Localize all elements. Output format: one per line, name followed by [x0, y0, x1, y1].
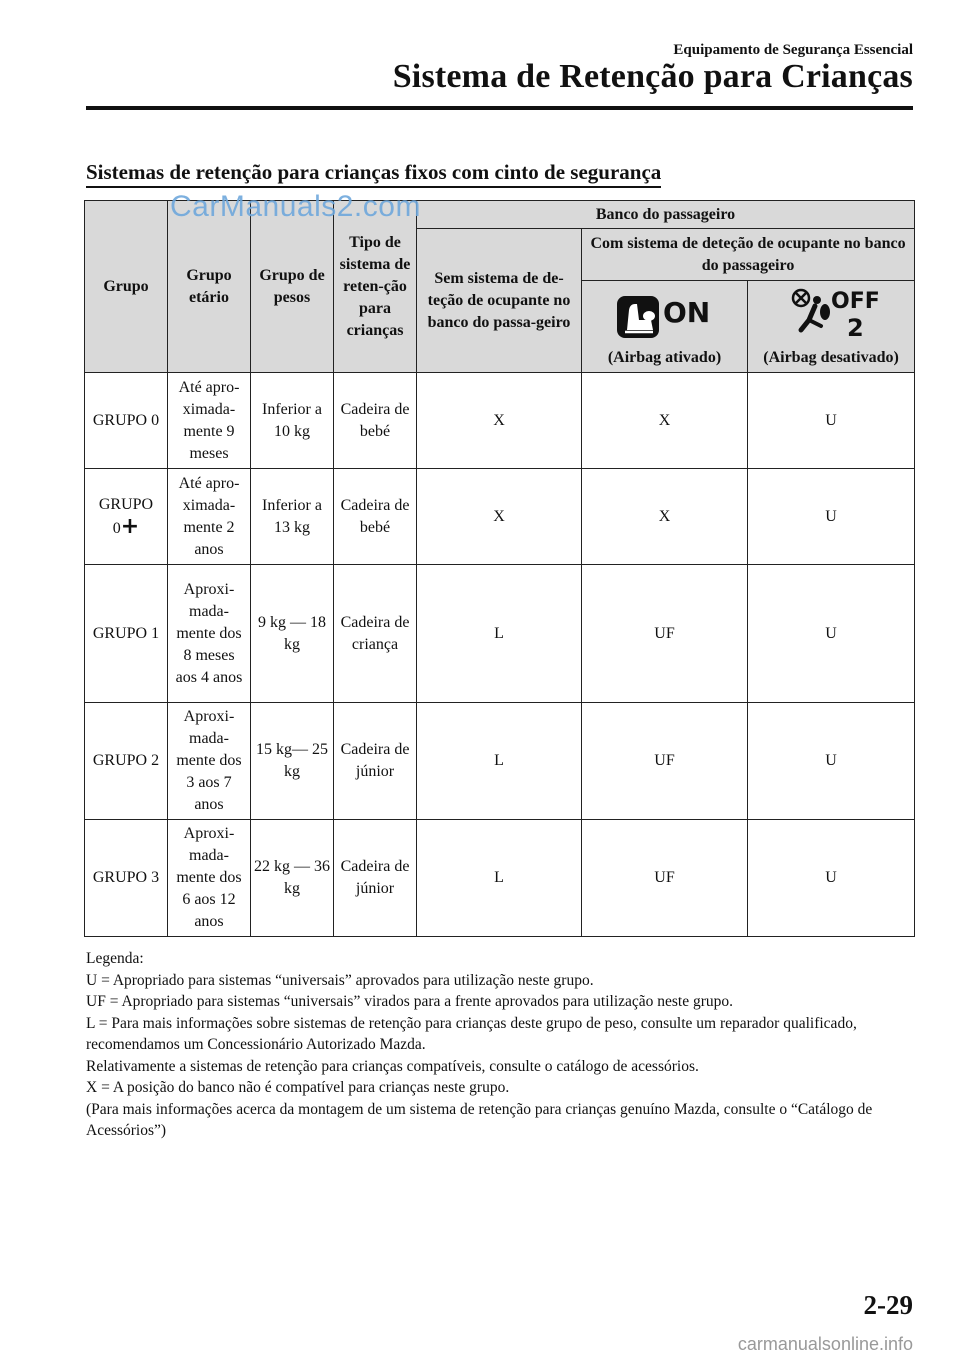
cell-airbag-on: UF [582, 565, 748, 703]
cell-age: Até apro-ximada-mente 2 anos [168, 469, 251, 565]
cell-group: GRUPO 1 [85, 565, 168, 703]
header-restraint-type: Tipo de sistema de reten-ção para crianças [334, 201, 417, 373]
footer-watermark: carmanualsonline.info [737, 1334, 913, 1354]
legend [86, 948, 916, 1142]
table-row [85, 703, 915, 820]
page-title: Sistema de Retenção para Crianças [392, 58, 913, 95]
header-airbag-off [748, 281, 915, 373]
legend-item: UF = Apropriado para sistemas “universais” virados para a frente aprovados para utilização neste grupo. [86, 993, 734, 1010]
cell-airbag-on: UF [582, 820, 748, 937]
cell-weight: 9 kg — 18 kg [251, 565, 334, 703]
watermark: CarManuals2.com [170, 190, 421, 223]
table-row [85, 565, 915, 703]
cell-group: GRUPO 0 [85, 373, 168, 469]
cell-age: Aproxi-mada-mente dos 3 aos 7 anos [168, 703, 251, 820]
cell-type: Cadeira de bebé [334, 373, 417, 469]
airbag-off-text: OFF [831, 288, 880, 314]
legend-item: X = A posição do banco não é compatível para crianças neste grupo. [86, 1079, 510, 1096]
header-age: Grupo etário [168, 201, 251, 373]
table-row [85, 469, 915, 565]
header-weight: Grupo de pesos [251, 201, 334, 373]
header-airbag-on [582, 281, 748, 373]
cell-age: Aproxi-mada-mente dos 8 meses aos 4 anos [168, 565, 251, 703]
cell-group: GRUPO 0+ [85, 469, 168, 565]
cell-type: Cadeira de júnior [334, 703, 417, 820]
cell-weight: 22 kg — 36 kg [251, 820, 334, 937]
legend-title: Legenda: [86, 950, 144, 967]
cell-type: Cadeira de criança [334, 565, 417, 703]
cell-group: GRUPO 2 [85, 703, 168, 820]
cell-airbag-on: X [582, 373, 748, 469]
header-group: Grupo [85, 201, 168, 373]
cell-type: Cadeira de bebé [334, 469, 417, 565]
plus-icon: + [120, 513, 140, 539]
header-passenger-seat: Banco do passageiro [417, 201, 915, 229]
airbag-off-number: 2 [847, 313, 864, 342]
airbag-on-label: (Airbag ativado) [607, 348, 722, 366]
cell-airbag-off: U [748, 820, 915, 937]
section-heading: Sistemas de retenção para crianças fixos com cinto de segurança [86, 160, 661, 188]
header-rule [86, 106, 913, 110]
cell-airbag-on: X [582, 469, 748, 565]
cell-airbag-off: U [748, 469, 915, 565]
child-restraint-table [84, 200, 915, 937]
legend-item: U = Apropriado para sistemas “universais” aprovados para utilização neste grupo. [86, 971, 594, 989]
cell-age: Até apro-ximada-mente 9 meses [168, 373, 251, 469]
airbag-on-icon [615, 285, 715, 343]
legend-item: Relativamente a sistemas de retenção para crianças compatíveis, consulte o catálogo de acessórios. [86, 1057, 699, 1075]
cell-age: Aproxi-mada-mente dos 6 aos 12 anos [168, 820, 251, 937]
section-label: Equipamento de Segurança Essencial [673, 42, 913, 58]
cell-without-detection: X [417, 373, 582, 469]
header-without-detection: Sem sistema de de-teção de ocupante no banco do passa-geiro [417, 229, 582, 373]
cell-airbag-off: U [748, 703, 915, 820]
cell-weight: 15 kg— 25 kg [251, 703, 334, 820]
cell-airbag-off: U [748, 373, 915, 469]
cell-type: Cadeira de júnior [334, 820, 417, 937]
header-with-detection: Com sistema de deteção de ocupante no banco do passageiro [582, 229, 915, 281]
legend-note: (Para mais informações acerca da montagem de um sistema de retenção para crianças genuíno Mazda, consulte o “Catálogo de Acessórios”) [86, 1100, 873, 1139]
airbag-off-icon [781, 285, 881, 343]
cell-airbag-off: U [748, 565, 915, 703]
legend-item: L = Para mais informações sobre sistemas de retenção para crianças deste grupo de peso, consulte um reparador qualificado, recomendamos um Concessionário Autorizado Mazda. [86, 1014, 857, 1053]
cell-without-detection: X [417, 469, 582, 565]
table-row [85, 820, 915, 937]
cell-group: GRUPO 3 [85, 820, 168, 937]
table-body [85, 373, 915, 937]
cell-without-detection: L [417, 565, 582, 703]
table-row [85, 373, 915, 469]
cell-weight: Inferior a 10 kg [251, 373, 334, 469]
airbag-on-text: ON [662, 295, 710, 329]
cell-airbag-on: UF [582, 703, 748, 820]
cell-without-detection: L [417, 703, 582, 820]
cell-weight: Inferior a 13 kg [251, 469, 334, 565]
cell-without-detection: L [417, 820, 582, 937]
page-number: 2-29 [863, 1290, 913, 1320]
airbag-off-label: (Airbag desativado) [763, 348, 899, 366]
